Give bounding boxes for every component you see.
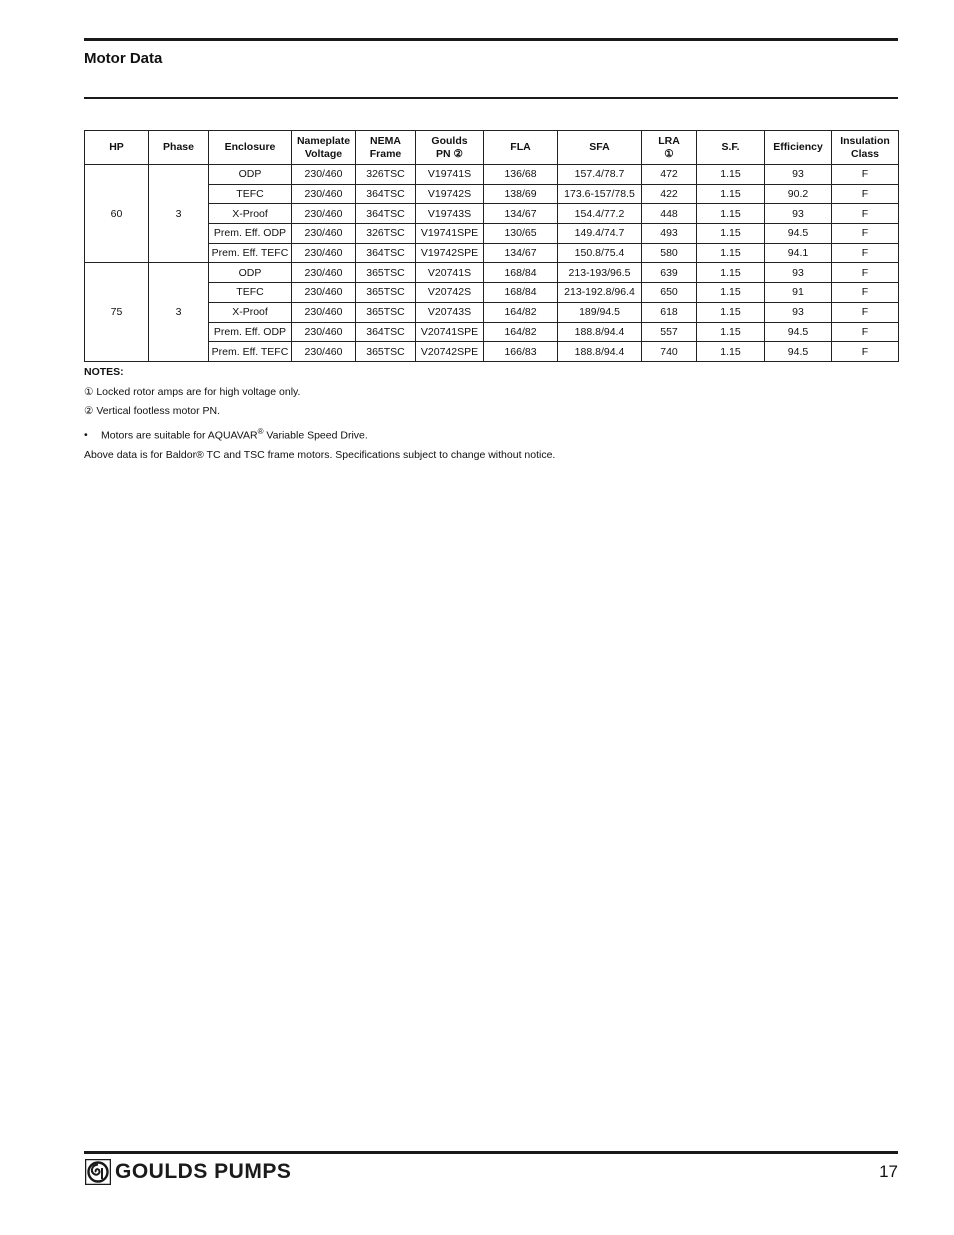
table-cell: V20741SPE: [416, 322, 484, 342]
table-cell: 94.5: [765, 342, 832, 362]
section-title: Motor Data: [84, 50, 163, 67]
table-cell: 134/67: [484, 204, 558, 224]
column-header-label: Enclosure: [224, 141, 276, 153]
table-cell: 230/460: [292, 224, 356, 244]
phase-cell: 3: [149, 165, 209, 263]
table-cell: V19742SPE: [416, 243, 484, 263]
table-cell: X-Proof: [209, 204, 292, 224]
table-cell: V20742S: [416, 283, 484, 303]
table-cell: 93: [765, 204, 832, 224]
table-cell: F: [832, 184, 899, 204]
table-cell: 580: [642, 243, 697, 263]
table-cell: 166/83: [484, 342, 558, 362]
table-cell: Prem. Eff. TEFC: [209, 243, 292, 263]
table-cell: 188.8/94.4: [558, 342, 642, 362]
table-cell: F: [832, 302, 899, 322]
bullet-marker: •: [84, 429, 88, 442]
table-cell: TEFC: [209, 184, 292, 204]
column-header: [484, 131, 558, 165]
table-cell: 326TSC: [356, 224, 416, 244]
table-cell: 1.15: [697, 322, 765, 342]
table-cell: F: [832, 165, 899, 185]
table-cell: 94.1: [765, 243, 832, 263]
table-cell: 91: [765, 283, 832, 303]
table-cell: ODP: [209, 263, 292, 283]
notes-section: [84, 363, 898, 465]
table-cell: 472: [642, 165, 697, 185]
page-number: 17: [879, 1162, 898, 1181]
table-cell: 1.15: [697, 165, 765, 185]
column-header-label: Phase: [163, 141, 194, 153]
column-header: [209, 131, 292, 165]
table-cell: F: [832, 322, 899, 342]
table-cell: 230/460: [292, 243, 356, 263]
column-header-sublabel: ①: [664, 147, 674, 160]
table-cell: 138/69: [484, 184, 558, 204]
goulds-logo-icon: [85, 1159, 111, 1185]
table-row: [85, 165, 899, 185]
table-cell: Prem. Eff. ODP: [209, 224, 292, 244]
table-cell: 189/94.5: [558, 302, 642, 322]
logo-text: GOULDS PUMPS: [115, 1160, 292, 1183]
table-cell: 188.8/94.4: [558, 322, 642, 342]
table-cell: F: [832, 204, 899, 224]
footer-rule: [84, 1151, 898, 1154]
column-header-label: FLA: [510, 141, 531, 153]
table-cell: 168/84: [484, 283, 558, 303]
table-cell: 448: [642, 204, 697, 224]
note-aquavar: [84, 422, 898, 446]
table-cell: V20743S: [416, 302, 484, 322]
table-cell: 213-193/96.5: [558, 263, 642, 283]
column-header-label: Nameplate: [296, 134, 351, 147]
column-header-label: S.F.: [721, 141, 740, 153]
table-cell: 650: [642, 283, 697, 303]
table-cell: F: [832, 342, 899, 362]
hp-cell: 75: [85, 263, 149, 361]
note-aquavar-text: Motors are suitable for AQUAVAR: [101, 429, 258, 442]
table-cell: 1.15: [697, 184, 765, 204]
table-cell: Prem. Eff. ODP: [209, 322, 292, 342]
table-cell: X-Proof: [209, 302, 292, 322]
column-header: [558, 131, 642, 165]
table-header-row: [85, 131, 899, 165]
table-cell: 618: [642, 302, 697, 322]
table-cell: 93: [765, 263, 832, 283]
phase-cell: 3: [149, 263, 209, 361]
column-header-sublabel: Frame: [369, 147, 402, 160]
table-cell: 154.4/77.2: [558, 204, 642, 224]
table-cell: F: [832, 283, 899, 303]
note-footless-motor: ② Vertical footless motor PN.: [84, 405, 221, 418]
table-cell: V19742S: [416, 184, 484, 204]
table-cell: F: [832, 224, 899, 244]
table-cell: 134/67: [484, 243, 558, 263]
note-locked-rotor: ① Locked rotor amps are for high voltage only.: [84, 385, 301, 398]
table-cell: 150.8/75.4: [558, 243, 642, 263]
column-header-sublabel: PN ②: [436, 147, 463, 160]
table-cell: 230/460: [292, 263, 356, 283]
table-cell: TEFC: [209, 283, 292, 303]
table-cell: 93: [765, 302, 832, 322]
table-cell: 230/460: [292, 302, 356, 322]
column-header: [697, 131, 765, 165]
table-cell: 493: [642, 224, 697, 244]
table-row: [85, 263, 899, 283]
column-header: [832, 131, 899, 165]
note-disclaimer: Above data is for Baldor® TC and TSC frame motors. Specifications subject to change without notice.: [84, 448, 556, 461]
table-cell: V20741S: [416, 263, 484, 283]
table-cell: 157.4/78.7: [558, 165, 642, 185]
column-header-sublabel: Voltage: [304, 147, 343, 160]
table-cell: 230/460: [292, 283, 356, 303]
goulds-pumps-logo: [85, 1157, 291, 1187]
table-cell: 230/460: [292, 165, 356, 185]
table-cell: 364TSC: [356, 204, 416, 224]
table-cell: 164/82: [484, 302, 558, 322]
table-cell: 230/460: [292, 184, 356, 204]
column-header-label: SFA: [589, 141, 610, 153]
table-cell: 639: [642, 263, 697, 283]
table-cell: 365TSC: [356, 342, 416, 362]
table-cell: 130/65: [484, 224, 558, 244]
column-header-sublabel: Class: [850, 147, 880, 160]
table-cell: V19741SPE: [416, 224, 484, 244]
table-cell: Prem. Eff. TEFC: [209, 342, 292, 362]
note-aquavar-text-end: Variable Speed Drive.: [263, 429, 368, 442]
column-header-label: HP: [109, 141, 124, 153]
column-header: [292, 131, 356, 165]
table-cell: 1.15: [697, 302, 765, 322]
table-cell: 364TSC: [356, 243, 416, 263]
column-header: [642, 131, 697, 165]
table-cell: 164/82: [484, 322, 558, 342]
table-cell: 326TSC: [356, 165, 416, 185]
hp-cell: 60: [85, 165, 149, 263]
table-cell: V20742SPE: [416, 342, 484, 362]
table-cell: ODP: [209, 165, 292, 185]
table-cell: 740: [642, 342, 697, 362]
table-cell: 365TSC: [356, 302, 416, 322]
table-cell: 1.15: [697, 263, 765, 283]
table-cell: 1.15: [697, 283, 765, 303]
table-cell: 422: [642, 184, 697, 204]
table-cell: 365TSC: [356, 263, 416, 283]
column-header: [85, 131, 149, 165]
table-cell: 364TSC: [356, 322, 416, 342]
table-cell: 213-192.8/96.4: [558, 283, 642, 303]
table-cell: 136/68: [484, 165, 558, 185]
notes-heading: NOTES:: [84, 366, 124, 378]
table-cell: 1.15: [697, 204, 765, 224]
column-header: [765, 131, 832, 165]
table-cell: 173.6-157/78.5: [558, 184, 642, 204]
table-cell: 230/460: [292, 342, 356, 362]
motor-data-table: [84, 130, 899, 362]
table-cell: 90.2: [765, 184, 832, 204]
table-cell: 1.15: [697, 243, 765, 263]
column-header-label: Efficiency: [773, 141, 823, 153]
table-cell: V19743S: [416, 204, 484, 224]
table-cell: F: [832, 243, 899, 263]
table-cell: 364TSC: [356, 184, 416, 204]
table-cell: F: [832, 263, 899, 283]
table-cell: 230/460: [292, 322, 356, 342]
table-cell: 94.5: [765, 224, 832, 244]
column-header-label: Goulds: [431, 134, 468, 147]
column-header: [149, 131, 209, 165]
table-cell: 1.15: [697, 342, 765, 362]
table-cell: 230/460: [292, 204, 356, 224]
table-cell: 168/84: [484, 263, 558, 283]
column-header-label: Insulation: [840, 134, 890, 147]
column-header-label: LRA: [658, 134, 680, 147]
table-cell: 149.4/74.7: [558, 224, 642, 244]
title-rule: [84, 97, 898, 99]
table-cell: 93: [765, 165, 832, 185]
table-cell: 94.5: [765, 322, 832, 342]
top-rule: [84, 38, 898, 41]
column-header-label: NEMA: [370, 134, 401, 147]
column-header: [416, 131, 484, 165]
registered-mark: ®: [257, 426, 264, 436]
table-cell: V19741S: [416, 165, 484, 185]
table-cell: 365TSC: [356, 283, 416, 303]
table-cell: 1.15: [697, 224, 765, 244]
table-cell: 557: [642, 322, 697, 342]
column-header: [356, 131, 416, 165]
